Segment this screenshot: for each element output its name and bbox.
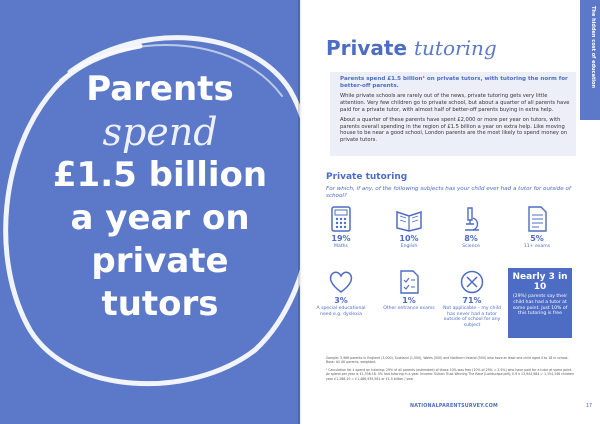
subject-label: 11+ exams <box>523 244 551 249</box>
subject-label: A special educational need e.g. dyslexia <box>316 306 366 317</box>
calculator-icon <box>330 206 352 232</box>
subject-pct: 8% <box>464 234 478 243</box>
subject-label: English <box>400 244 418 249</box>
page-title <box>326 36 497 60</box>
subject-pct: 3% <box>334 296 348 305</box>
subject-11plus <box>510 206 564 250</box>
headline-line2: spend <box>102 110 218 154</box>
survey-question: For which, if any, of the following subjects has your child ever had a tutor for outside of school? <box>326 186 571 199</box>
callout-text: (29%) parents say their child has had a tutor at some point. Just 10% of this tutoring is free <box>512 294 568 317</box>
subject-pct: 10% <box>399 234 419 243</box>
footnote-calculation: ¹ Calculation for £ spend on tutoring: 29% of all parents (estimated) of those 10% was free (10% of 29% = 2.9%) who have paid for a tutor at some point. Av spend per year is £1,336.18. 0% had tutoring in a year. Income: Sutton Trust Winning The Race (Landscape pdf); 0.9 x 13,944,984 = 1,154,346 children year £1,288.10 = £1,486,935,561 or £1.5 billion / year <box>326 368 574 381</box>
page-fold-shadow <box>298 0 302 424</box>
microscope-icon <box>459 206 483 232</box>
headline-line6: tutors <box>101 284 219 324</box>
headline-line4: a year on <box>70 198 250 238</box>
subject-pct: 1% <box>402 296 416 305</box>
right-page <box>300 0 600 424</box>
subject-label: Not applicable – my child has never had a tutor outside of school for any subject <box>443 306 501 328</box>
page-title-bold: Private <box>326 36 408 60</box>
subject-label: Other entrance exams <box>383 306 435 311</box>
subject-english <box>382 206 436 250</box>
section-title: Private tutoring <box>326 172 408 182</box>
book-icon <box>394 206 424 232</box>
subject-label: Maths <box>334 244 348 249</box>
subject-sen <box>314 270 368 317</box>
headline-line5: private <box>91 241 229 281</box>
side-tab <box>580 0 600 120</box>
side-tab-label: The hidden cost of education <box>590 6 596 89</box>
heart-icon <box>328 270 354 294</box>
page-title-script: tutoring <box>414 36 497 60</box>
intro-lead: Parents spend £1.5 billion¹ on private tutors, with tutoring the norm for better-off parents. <box>340 76 568 90</box>
callout-headline: Nearly 3 in 10 <box>512 272 568 292</box>
headline-line3: £1.5 billion <box>52 155 268 195</box>
page-number: 17 <box>586 404 593 409</box>
headline-line1: Parents <box>86 69 234 109</box>
cross-circle-icon <box>459 270 485 294</box>
subject-not-applicable <box>442 270 502 328</box>
callout-box <box>508 268 572 338</box>
subject-entrance-exams <box>382 270 436 312</box>
subject-science <box>444 206 498 250</box>
subject-pct: 19% <box>331 234 351 243</box>
footer-url: NATIONALPARENTSURVEY.COM <box>410 404 499 409</box>
intro-paragraph-1: While private schools are rarely out of the news, private tutoring gets very little attention. Very few children go to private school, but about a quarter of all parents have paid for a private tutor, with almost half of better-off parents buying in extra help. <box>340 93 570 113</box>
subject-pct: 5% <box>530 234 544 243</box>
intro-panel <box>330 72 576 156</box>
subject-maths <box>314 206 368 250</box>
footnote-sample: Sample: 3,966 parents in England (3,000), Scotland (1,000), Wales (500) and Northern Ireland (500) who have at least one child aged 4 to 18 in school. Base: All UK parents, weighted. <box>326 356 569 365</box>
checklist-icon <box>398 270 420 294</box>
headline <box>20 68 300 326</box>
intro-paragraph-2: About a quarter of these parents have spent £2,000 or more per year on tutors, with parents overall spending in the region of £1.5 billion a year on extra help. Like moving house to be near a good school, London parents are the most likely to spend money on private tutors. <box>340 116 568 144</box>
subject-label: Science <box>462 244 480 249</box>
subject-pct: 71% <box>462 296 482 305</box>
exam-paper-icon <box>526 206 548 232</box>
